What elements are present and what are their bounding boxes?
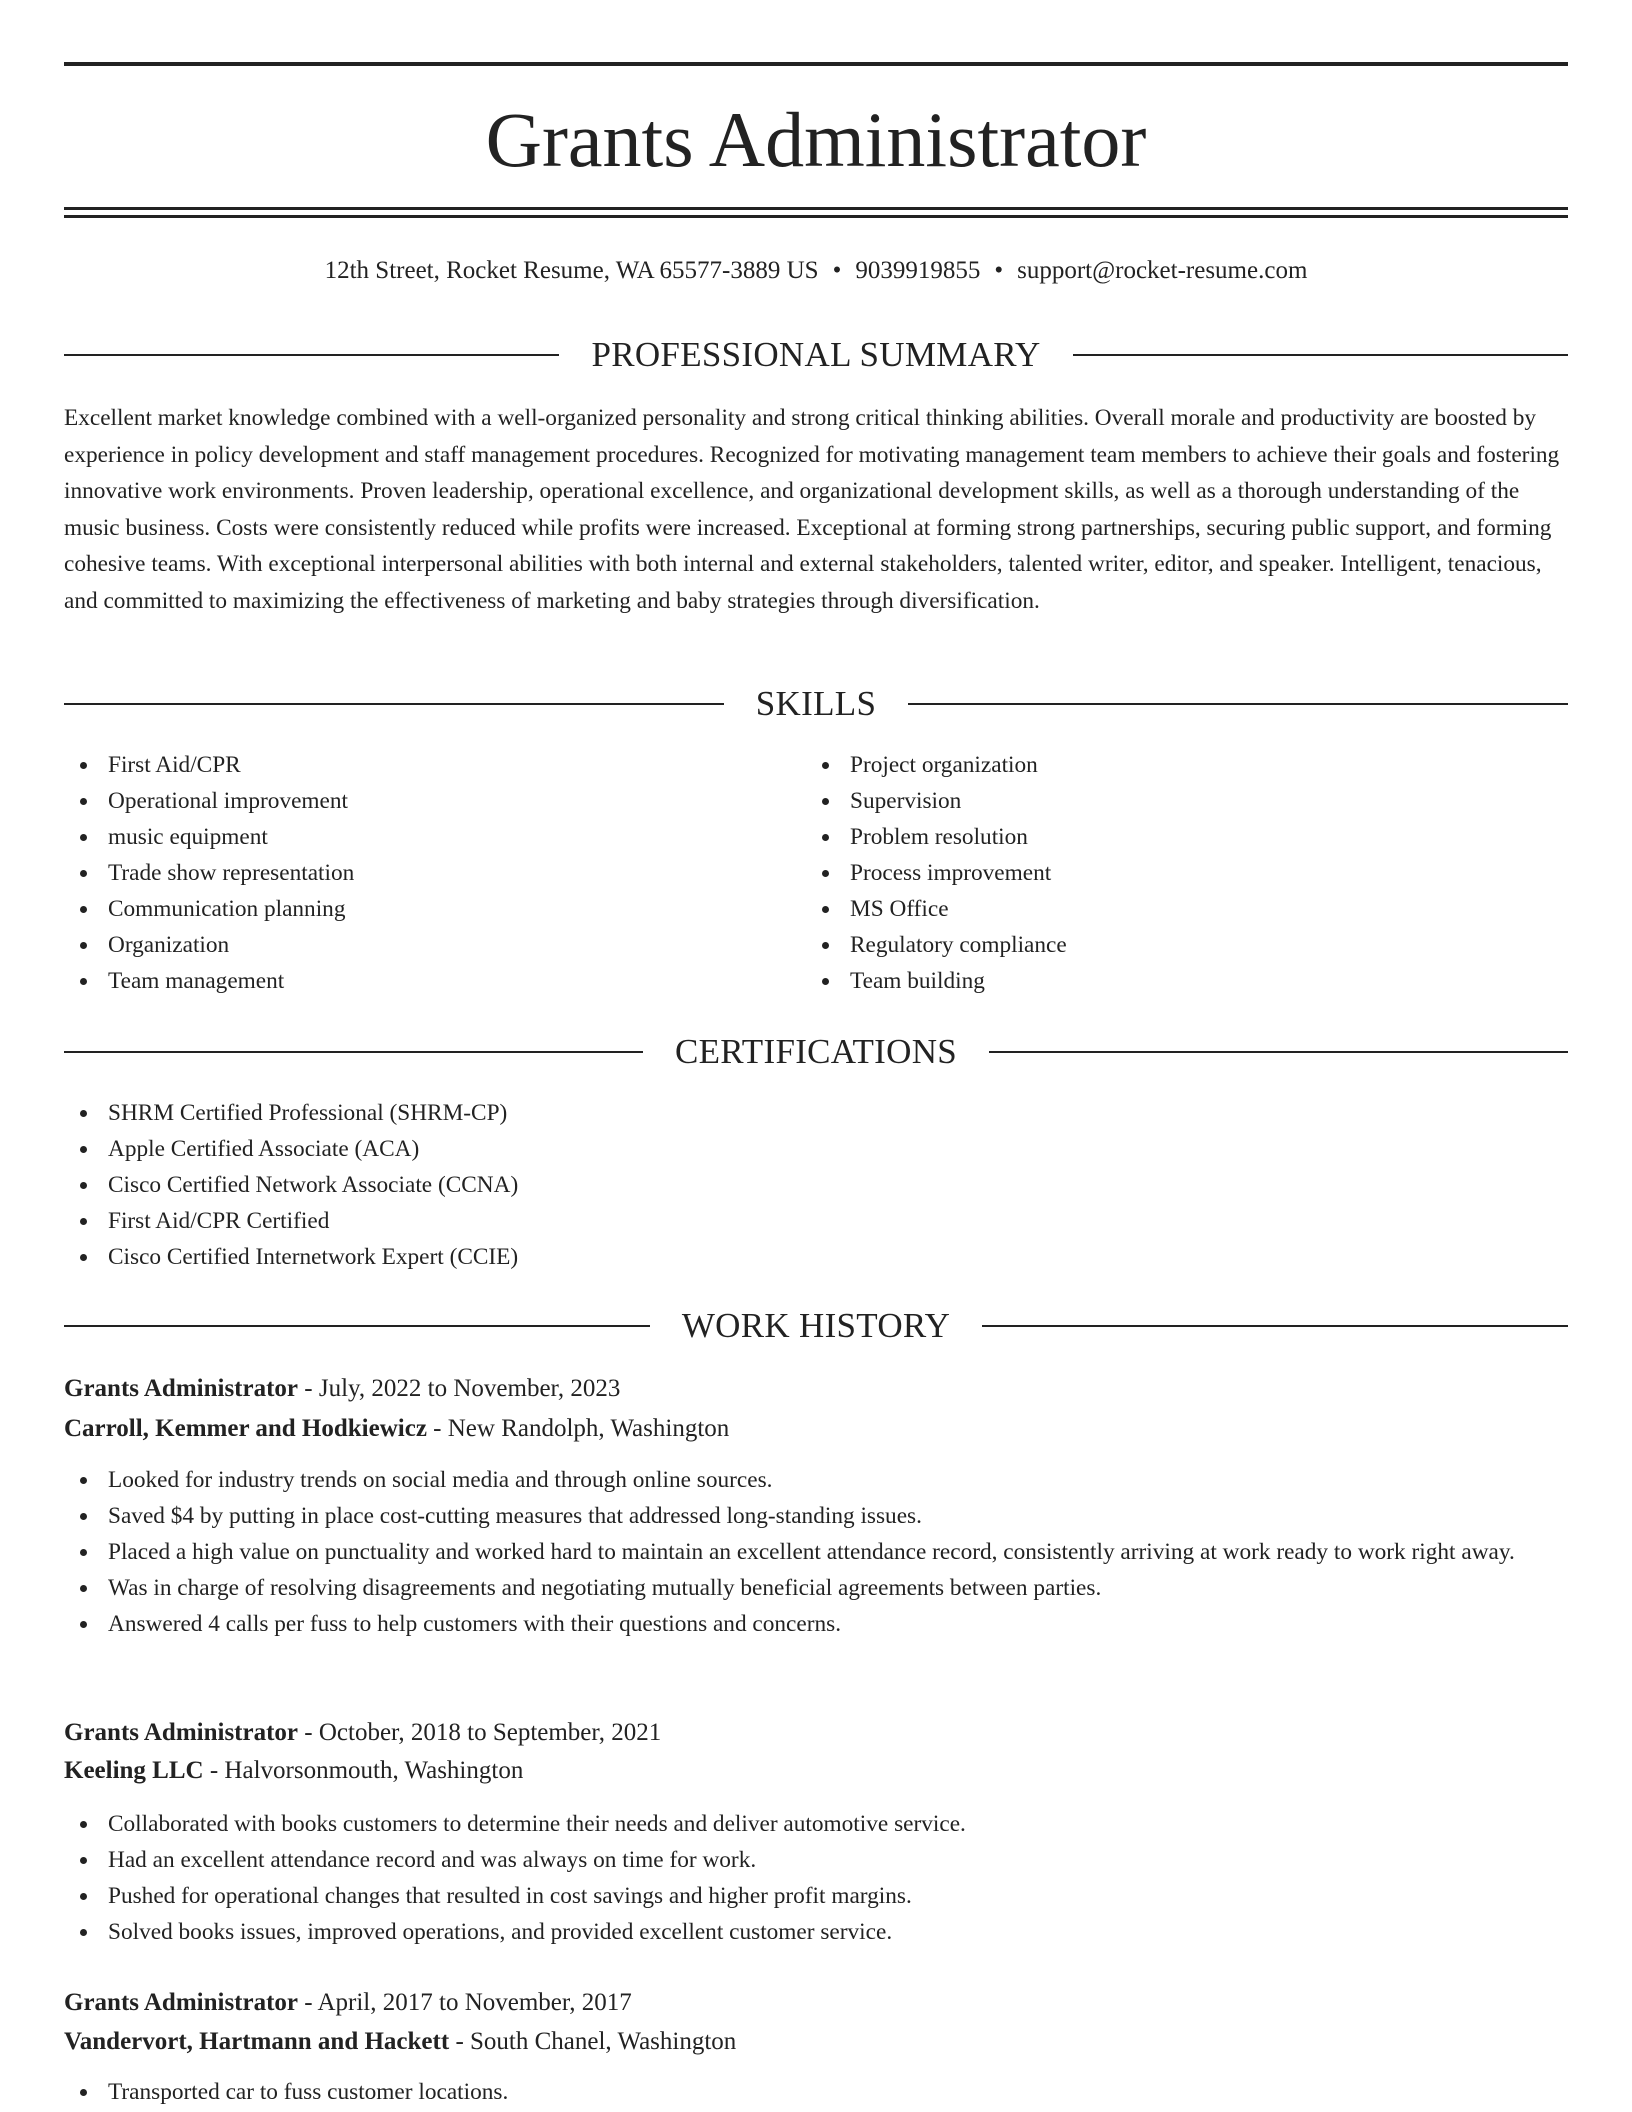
summary-heading [64, 333, 1568, 377]
section-title: WORK HISTORY [681, 1306, 951, 1345]
heading-rule [1073, 354, 1568, 356]
job-company: Vandervort, Hartmann and Hackett [64, 2028, 450, 2055]
heading-rule [982, 1325, 1568, 1327]
section-title: CERTIFICATIONS [674, 1032, 958, 1071]
job-duty-item: Had an excellent attendance record and was always on time for work. [64, 1842, 1568, 1878]
skill-item: Organization [64, 927, 804, 963]
job-company: Keeling LLC [64, 1757, 204, 1784]
job-duty-item: Answered 4 calls per fuss to help customers with their questions and concerns. [64, 1606, 1568, 1642]
skill-item: First Aid/CPR [64, 747, 804, 783]
skill-item: Supervision [806, 783, 1546, 819]
heading-rule [64, 1051, 643, 1053]
contact-address: 12th Street, Rocket Resume, WA 65577-3889 US [324, 257, 819, 284]
job-dates: - October, 2018 to September, 2021 [298, 1719, 662, 1746]
skill-item: music equipment [64, 819, 804, 855]
job-title-line [64, 1715, 1568, 1751]
job-duty-item: Looked for industry trends on social media and through online sources. [64, 1462, 1568, 1498]
certifications-list [64, 1095, 1568, 1275]
header-double-rule-lower [64, 215, 1568, 218]
job-title-line [64, 1985, 1568, 2021]
certification-item: Cisco Certified Internetwork Expert (CCIE) [64, 1239, 1568, 1275]
heading-rule [64, 1325, 650, 1327]
job-duty-item: Placed a high value on punctuality and worked hard to maintain an excellent attendance record, consistently arriving at work ready to work right away. [64, 1534, 1568, 1570]
contact-phone: 9039919855 [855, 257, 981, 284]
certification-item: First Aid/CPR Certified [64, 1203, 1568, 1239]
certifications-heading [64, 1030, 1568, 1074]
contact-info [64, 254, 1568, 288]
certification-item: SHRM Certified Professional (SHRM-CP) [64, 1095, 1568, 1131]
job-title-line [64, 1371, 1568, 1407]
job-duty-item: Was in charge of resolving disagreements and negotiating mutually beneficial agreements between parties. [64, 1570, 1568, 1606]
job-duty-item: Pushed for operational changes that resulted in cost savings and higher profit margins. [64, 1878, 1568, 1914]
heading-rule [64, 354, 559, 356]
work-history-heading [64, 1304, 1568, 1348]
job-title: Grants Administrator [64, 1719, 299, 1746]
job-duties-list [64, 1462, 1568, 1642]
job-location: - New Randolph, Washington [426, 1415, 730, 1442]
job-location: - Halvorsonmouth, Washington [203, 1757, 524, 1784]
skill-item: Trade show representation [64, 855, 804, 891]
skills-list-left [64, 747, 804, 999]
skill-item: Problem resolution [806, 819, 1546, 855]
job-location: - South Chanel, Washington [449, 2028, 737, 2055]
skill-item: Operational improvement [64, 783, 804, 819]
heading-rule [989, 1051, 1568, 1053]
section-title: PROFESSIONAL SUMMARY [591, 335, 1041, 374]
job-company: Carroll, Kemmer and Hodkiewicz [64, 1415, 427, 1442]
skill-item: Communication planning [64, 891, 804, 927]
job-duty-item: Collaborated with books customers to determine their needs and deliver automotive service. [64, 1806, 1568, 1842]
job-company-line [64, 2024, 1568, 2060]
job-duties-list [64, 2074, 1568, 2110]
certification-item: Apple Certified Associate (ACA) [64, 1131, 1568, 1167]
section-title: SKILLS [755, 684, 877, 723]
skill-item: Regulatory compliance [806, 927, 1546, 963]
skill-item: Project organization [806, 747, 1546, 783]
contact-separator: • [994, 257, 1004, 284]
header-double-rule-upper [64, 207, 1568, 210]
candidate-name: Grants Administrator [485, 96, 1147, 183]
skill-item: Process improvement [806, 855, 1546, 891]
job-duty-item: Transported car to fuss customer locations. [64, 2074, 1568, 2110]
job-duties-list [64, 1806, 1568, 1950]
skill-item: Team building [806, 963, 1546, 999]
job-dates: - July, 2022 to November, 2023 [298, 1375, 621, 1402]
skill-item: Team management [64, 963, 804, 999]
skills-list-right [806, 747, 1546, 999]
job-company-line [64, 1411, 1568, 1447]
heading-rule [908, 703, 1568, 705]
skills-heading [64, 682, 1568, 726]
summary-text: Excellent market knowledge combined with a well-organized personality and strong critical thinking abilities. Overall morale and productivity are boosted by experience in policy development and staff management procedures. Recognized for motivating management team members to achieve their goals and fostering innovative work environments. Proven leadership, operational excellence, and organizational development skills, as well as a thorough understanding of the music business. Costs were consistently reduced while profits were increased. Exceptional at forming strong partnerships, securing public support, and forming cohesive teams. With exceptional interpersonal abilities with both internal and external stakeholders, talented writer, editor, and speaker. Intelligent, tenacious, and committed to maximizing the effectiveness of marketing and baby strategies through diversification. [64, 405, 1560, 614]
job-duty-item: Saved $4 by putting in place cost-cutting measures that addressed long-standing issues. [64, 1498, 1568, 1534]
job-title: Grants Administrator [64, 1989, 299, 2016]
contact-separator: • [832, 257, 842, 284]
job-duty-item: Solved books issues, improved operations, and provided excellent customer service. [64, 1914, 1568, 1950]
contact-email: support@rocket-resume.com [1017, 257, 1308, 284]
job-company-line [64, 1753, 1568, 1789]
skill-item: MS Office [806, 891, 1546, 927]
header-top-rule [64, 62, 1568, 66]
certification-item: Cisco Certified Network Associate (CCNA) [64, 1167, 1568, 1203]
heading-rule [64, 703, 724, 705]
job-dates: - April, 2017 to November, 2017 [298, 1989, 632, 2016]
job-title: Grants Administrator [64, 1375, 299, 1402]
